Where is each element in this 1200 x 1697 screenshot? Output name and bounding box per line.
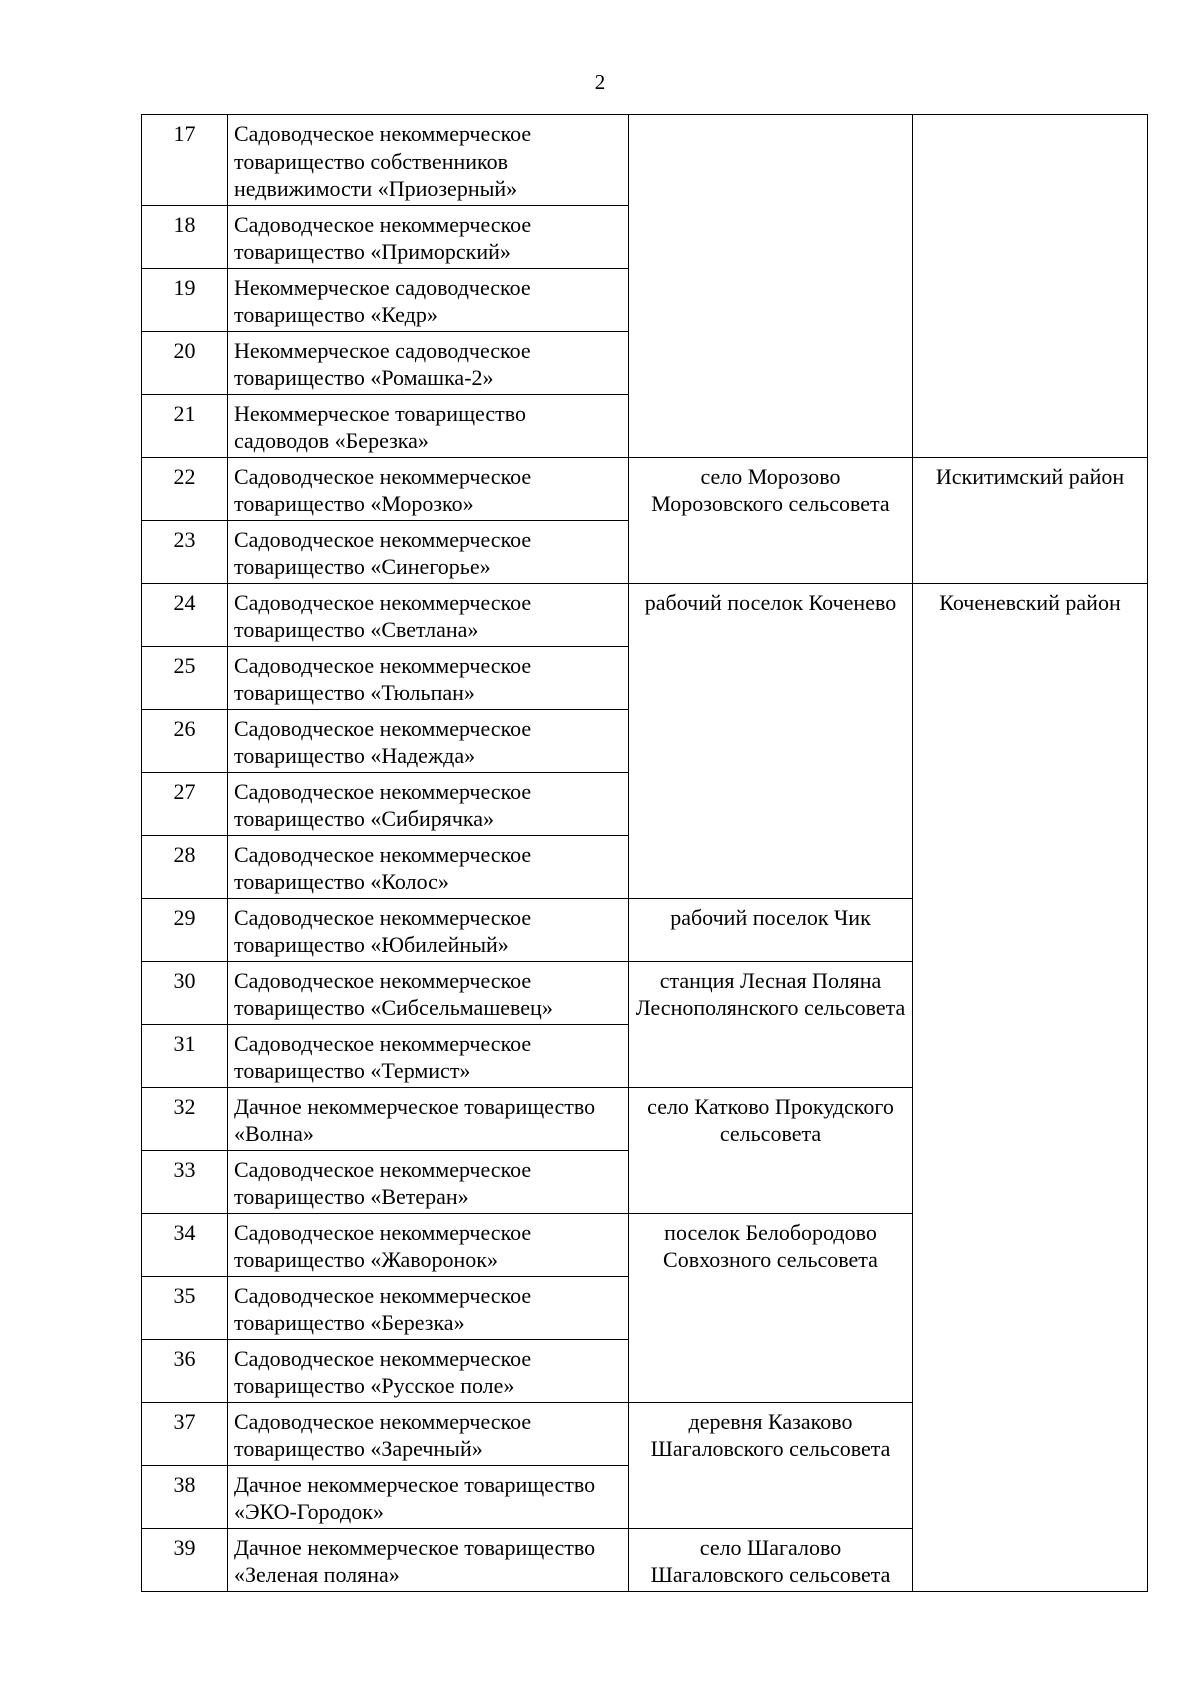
table-row [142, 457, 1148, 520]
settlement-cell: станция Лесная Поляна Леснополянского сельсовета [629, 961, 913, 1087]
table-row [142, 115, 1148, 206]
registry-table [141, 114, 1148, 1592]
settlement-cell: рабочий поселок Коченево [629, 583, 913, 898]
row-number: 17 [142, 115, 228, 206]
district-cell: Искитимский район [913, 457, 1148, 583]
row-number: 21 [142, 394, 228, 457]
organization-name: Дачное некоммерческое товарищество «Волна» [228, 1087, 629, 1150]
organization-name: Садоводческое некоммерческое товарищество «Русское поле» [228, 1339, 629, 1402]
settlement-cell [629, 115, 913, 458]
organization-name: Садоводческое некоммерческое товарищество «Сибирячка» [228, 772, 629, 835]
organization-name: Дачное некоммерческое товарищество «ЭКО-Городок» [228, 1465, 629, 1528]
organization-name: Садоводческое некоммерческое товарищество «Приморский» [228, 205, 629, 268]
organization-name: Дачное некоммерческое товарищество «Зеленая поляна» [228, 1528, 629, 1591]
organization-name: Садоводческое некоммерческое товарищество «Ветеран» [228, 1150, 629, 1213]
organization-name: Садоводческое некоммерческое товарищество «Светлана» [228, 583, 629, 646]
organization-name: Некоммерческое товарищество садоводов «Березка» [228, 394, 629, 457]
row-number: 34 [142, 1213, 228, 1276]
table-row [142, 583, 1148, 646]
row-number: 26 [142, 709, 228, 772]
organization-name: Садоводческое некоммерческое товарищество «Сибсельмашевец» [228, 961, 629, 1024]
organization-name: Садоводческое некоммерческое товарищество «Березка» [228, 1276, 629, 1339]
organization-name: Садоводческое некоммерческое товарищество «Термист» [228, 1024, 629, 1087]
organization-name: Садоводческое некоммерческое товарищество «Заречный» [228, 1402, 629, 1465]
settlement-cell: рабочий поселок Чик [629, 898, 913, 961]
organization-name: Садоводческое некоммерческое товарищество «Юбилейный» [228, 898, 629, 961]
row-number: 28 [142, 835, 228, 898]
settlement-cell: село Шагалово Шагаловского сельсовета [629, 1528, 913, 1591]
organization-name: Садоводческое некоммерческое товарищество «Колос» [228, 835, 629, 898]
row-number: 19 [142, 268, 228, 331]
row-number: 35 [142, 1276, 228, 1339]
organization-name: Садоводческое некоммерческое товарищество «Жаворонок» [228, 1213, 629, 1276]
row-number: 38 [142, 1465, 228, 1528]
row-number: 33 [142, 1150, 228, 1213]
settlement-cell: поселок Белобородово Совхозного сельсовета [629, 1213, 913, 1402]
row-number: 31 [142, 1024, 228, 1087]
organization-name: Садоводческое некоммерческое товарищество «Тюльпан» [228, 646, 629, 709]
row-number: 29 [142, 898, 228, 961]
organization-name: Садоводческое некоммерческое товарищество собственников недвижимости «Приозерный» [228, 115, 629, 206]
organization-name: Садоводческое некоммерческое товарищество «Надежда» [228, 709, 629, 772]
row-number: 36 [142, 1339, 228, 1402]
row-number: 27 [142, 772, 228, 835]
row-number: 20 [142, 331, 228, 394]
row-number: 18 [142, 205, 228, 268]
row-number: 22 [142, 457, 228, 520]
organization-name: Некоммерческое садоводческое товарищество «Кедр» [228, 268, 629, 331]
district-cell: Коченевский район [913, 583, 1148, 1591]
organization-name: Садоводческое некоммерческое товарищество «Синегорье» [228, 520, 629, 583]
row-number: 23 [142, 520, 228, 583]
row-number: 24 [142, 583, 228, 646]
row-number: 39 [142, 1528, 228, 1591]
row-number: 32 [142, 1087, 228, 1150]
district-cell [913, 115, 1148, 458]
row-number: 37 [142, 1402, 228, 1465]
page-number: 2 [594, 70, 606, 94]
row-number: 25 [142, 646, 228, 709]
row-number: 30 [142, 961, 228, 1024]
organization-name: Садоводческое некоммерческое товарищество «Морозко» [228, 457, 629, 520]
settlement-cell: село Морозово Морозовского сельсовета [629, 457, 913, 583]
settlement-cell: село Катково Прокудского сельсовета [629, 1087, 913, 1213]
settlement-cell: деревня Казаково Шагаловского сельсовета [629, 1402, 913, 1528]
organization-name: Некоммерческое садоводческое товарищество «Ромашка-2» [228, 331, 629, 394]
